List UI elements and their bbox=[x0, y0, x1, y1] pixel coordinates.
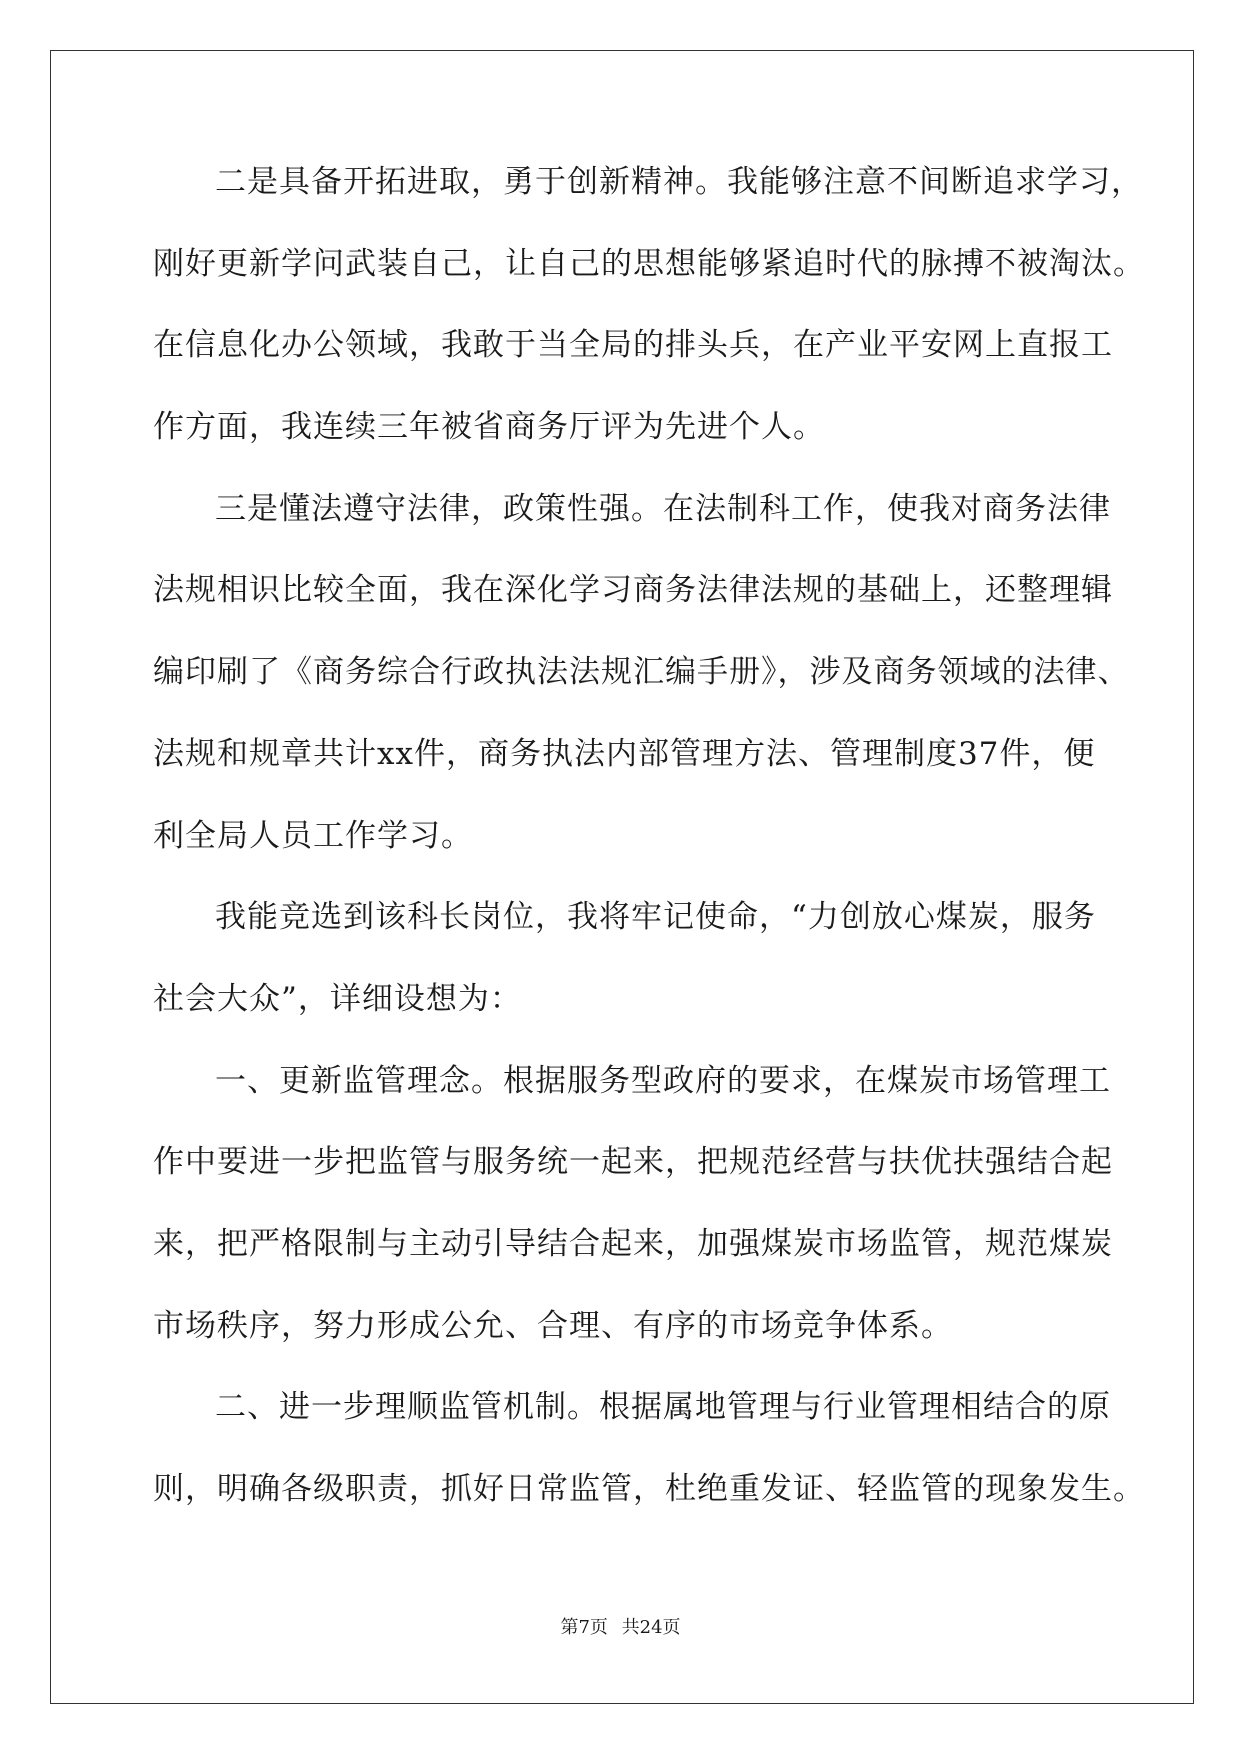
paragraph bbox=[153, 897, 1096, 1060]
text-line: 刚好更新学问武装自己，让自己的思想能够紧追时代的脉搏不被淘汰。 bbox=[153, 245, 1145, 282]
text-line: 一、更新监管理念。根据服务型政府的要求，在煤炭市场管理工 bbox=[215, 1062, 1111, 1099]
text-line: 二、进一步理顺监管机制。根据属地管理与行业管理相结合的原 bbox=[215, 1389, 1111, 1426]
text-line: 则，明确各级职责，抓好日常监管，杜绝重发证、轻监管的现象发生。 bbox=[153, 1471, 1145, 1507]
text-line: 社会大众”，详细设想为： bbox=[153, 980, 522, 1017]
page-total: 共24页 bbox=[621, 1617, 681, 1638]
text-line: 利全局人员工作学习。 bbox=[153, 817, 473, 854]
text-line: 作方面，我连续三年被省商务厅评为先进个人。 bbox=[153, 409, 825, 446]
paragraph bbox=[153, 162, 1145, 489]
text-line: 法规相识比较全面，我在深化学习商务法律法规的基础上，还整理辑 bbox=[153, 572, 1113, 609]
text-line: 在信息化办公领域，我敢于当全局的排头兵，在产业平安网上直报工 bbox=[153, 327, 1113, 364]
text-line: 作中要进一步把监管与服务统一起来，把规范经营与扶优扶强结合起 bbox=[153, 1144, 1113, 1181]
text-line: 来，把严格限制与主动引导结合起来，加强煤炭市场监管，规范煤炭 bbox=[153, 1225, 1113, 1262]
text-line: 二是具备开拓进取，勇于创新精神。我能够注意不间断追求学习， bbox=[215, 164, 1143, 200]
page-number: 第7页 bbox=[560, 1617, 608, 1638]
paragraph bbox=[153, 1387, 1145, 1550]
paragraph bbox=[153, 489, 1130, 897]
document-body bbox=[153, 162, 1145, 1551]
text-line: 编印刷了《商务综合行政执法法规汇编手册》，涉及商务领域的法律、 bbox=[153, 654, 1130, 691]
text-line: 法规和规章共计xx件，商务执法内部管理方法、管理制度37件，便 bbox=[153, 735, 1096, 772]
text-line: 市场秩序，努力形成公允、合理、有序的市场竞争体系。 bbox=[153, 1307, 953, 1344]
paragraph bbox=[153, 1061, 1113, 1388]
page-footer bbox=[0, 1613, 1241, 1639]
text-line: 我能竞选到该科长岗位，我将牢记使命，“力创放心煤炭，服务 bbox=[215, 899, 1096, 936]
text-line: 三是懂法遵守法律，政策性强。在法制科工作，使我对商务法律 bbox=[215, 490, 1111, 527]
